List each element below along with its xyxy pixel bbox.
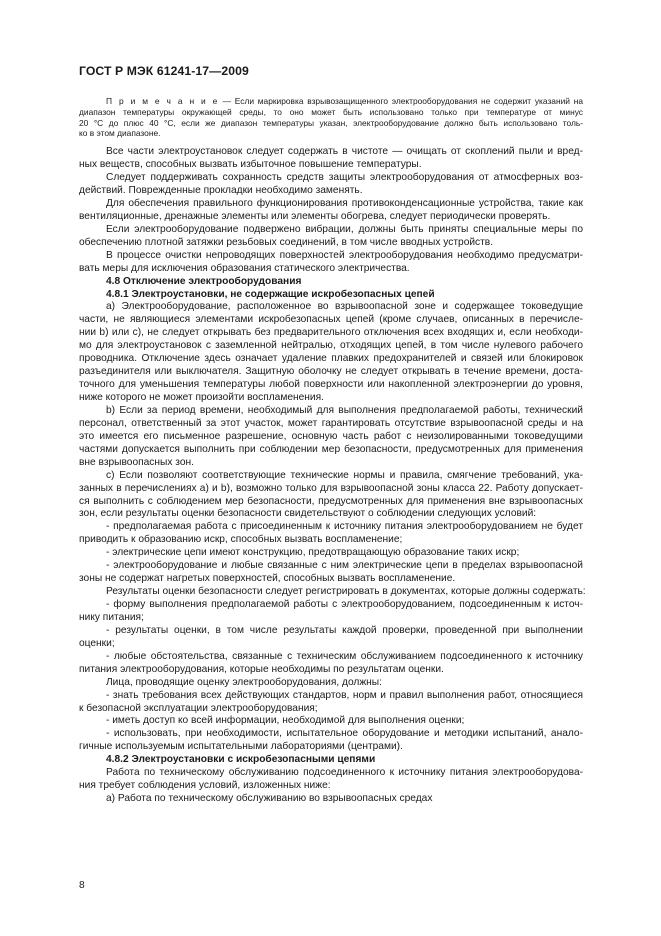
text-line: Работа по техническому обслуживанию подсоединенного к источнику питания электрооборудова- bbox=[106, 767, 583, 779]
note-text: 20 °С до плюс 40 °С, если же диапазон температуры указан, электрооборудование должно быть использовано толь- bbox=[79, 117, 583, 128]
text-line: - электрооборудование и любые связанные с ним электрические цепи в пределах взрывоопасной bbox=[106, 560, 583, 572]
paragraph bbox=[79, 405, 583, 470]
text-line: ниже которого не может произойти воспламенения. bbox=[79, 392, 324, 403]
section-heading bbox=[79, 289, 583, 302]
note-line bbox=[79, 118, 583, 129]
text-line: зоны не содержат нагретых поверхностей, способных вызвать воспламенение. bbox=[79, 573, 456, 585]
paragraph bbox=[79, 172, 583, 198]
text-line: ных веществ, способных вызвать избыточное повышение температуры. bbox=[79, 159, 422, 171]
text-line: b) Если за период времени, необходимый для выполнения предполагаемой работы, технический bbox=[106, 404, 583, 416]
text-line: персонал, ответственный за этот участок, может гарантировать отсутствие взрывоопасной среды и на bbox=[79, 417, 583, 429]
section-heading bbox=[79, 754, 583, 767]
paragraph bbox=[79, 715, 583, 728]
note-line bbox=[79, 107, 583, 118]
text-line: ся выполнить с соблюдением мер безопасности, предусмотренных для применения вне взрывоопасных bbox=[79, 495, 583, 507]
paragraph bbox=[79, 146, 583, 172]
text-line: - знать требования всех действующих стандартов, норм и правил выполнения работ, относящиеся bbox=[106, 689, 583, 701]
text-line: питания электрооборудования, которые необходимы по результатам оценки. bbox=[79, 663, 444, 675]
text-line: 4.8.2 Электроустановки с искробезопасными цепями bbox=[106, 754, 376, 766]
document-body bbox=[79, 96, 586, 806]
text-line: занных в перечислениях а) и b), возможно только для взрывоопасной зоны класса 22. Работу допускает- bbox=[79, 482, 583, 494]
page-number: 8 bbox=[79, 880, 85, 891]
text-line: оценки; bbox=[79, 637, 115, 649]
paragraph bbox=[79, 651, 583, 677]
text-line: частями допускается выполнить при соблюдении мер безопасности, предусмотренных для применения bbox=[79, 443, 583, 455]
paragraph bbox=[79, 470, 583, 522]
note-label: П р и м е ч а н и е bbox=[106, 96, 219, 106]
text-line: - электрические цепи имеют конструкцию, предотвращающую образование таких искр; bbox=[106, 547, 520, 559]
paragraph bbox=[79, 728, 583, 754]
text-line: к безопасной эксплуатации электрооборудования; bbox=[79, 702, 318, 714]
paragraph bbox=[79, 586, 586, 599]
paragraph bbox=[79, 625, 583, 651]
text-line: вне взрывоопасных зон. bbox=[79, 456, 194, 468]
text-line: части, не являющиеся элементами искробезопасных цепей (кроме случаев, описанных в перечисле- bbox=[79, 314, 583, 326]
paragraph-list bbox=[79, 146, 586, 806]
text-line: - предполагаемая работа с присоединенным к источнику питания электрооборудованием не будет bbox=[106, 521, 583, 533]
text-line: зон, если результаты оценки безопасности свидетельствуют о соблюдении следующих условий: bbox=[79, 508, 537, 520]
text-line: ния требует соблюдения условий, изложенных ниже: bbox=[79, 780, 331, 792]
paragraph bbox=[79, 690, 583, 716]
text-line: мо для электроустановок с заземленной нейтралью, отходящих цепей, в том числе нулевого рабочего bbox=[79, 340, 583, 352]
paragraph bbox=[79, 560, 583, 586]
text-line: Результаты оценки безопасности следует регистрировать в документах, которые должны содержать: bbox=[106, 586, 586, 598]
text-line: обеспечению плотной затяжки резьбовых соединений, в том числе вводных устройств. bbox=[79, 236, 494, 248]
paragraph bbox=[79, 224, 583, 250]
text-line: нии b) или с), не следует открывать без предварительного отключения всех входящих и, если необходи- bbox=[79, 327, 583, 339]
standard-header: ГОСТ Р МЭК 61241-17—2009 bbox=[79, 64, 249, 78]
text-line: это имеется его письменное разрешение, основную часть работ с неизолированными токоведущими bbox=[79, 430, 583, 442]
note-text: ко в этом диапазоне. bbox=[79, 128, 161, 139]
note-block bbox=[79, 96, 583, 139]
paragraph bbox=[79, 301, 583, 405]
section-heading bbox=[79, 276, 583, 289]
text-line: - любые обстоятельства, связанные с техническим обслуживанием подсоединенного к источнику bbox=[106, 650, 583, 662]
text-line: проводника. Отключение здесь означает удаление плавких предохранителей и связей или блокировок bbox=[79, 353, 583, 365]
text-line: а) Работа по техническому обслуживанию во взрывоопасных средах bbox=[106, 793, 433, 805]
paragraph bbox=[79, 198, 583, 224]
text-line: разъединителя или выключателя. Защитную оболочку не следует открывать в течение времени, доста- bbox=[79, 366, 583, 378]
text-line: действий. Поврежденные прокладки необходимо заменять. bbox=[79, 185, 363, 196]
note-text: диапазон температуры окружающей среды, то оно может быть использовано только при температуре от минус bbox=[79, 106, 583, 117]
text-line: 4.8 Отключение электрооборудования bbox=[106, 275, 302, 287]
note-line bbox=[79, 128, 583, 139]
text-line: Для обеспечения правильного функционирования противоконденсационные устройства, такие как bbox=[106, 197, 583, 209]
text-line: с) Если позволяют соответствующие технические нормы и правила, смягчение требований, ука- bbox=[106, 469, 583, 481]
text-line: вать меры для исключения образования статического электричества. bbox=[79, 262, 410, 274]
text-line: Все части электроустановок следует содержать в чистоте — очищать от скоплений пыли и вред- bbox=[106, 146, 583, 158]
text-line: - использовать, при необходимости, испытательное оборудование и методики испытаний, анало- bbox=[106, 728, 583, 740]
text-line: - иметь доступ ко всей информации, необходимой для выполнения оценки; bbox=[106, 715, 465, 727]
paragraph bbox=[79, 767, 583, 793]
text-line: - результаты оценки, в том числе результаты каждой проверки, проведенной при выполнении bbox=[106, 624, 583, 636]
paragraph bbox=[79, 547, 583, 560]
text-line: - форму выполнения предполагаемой работы с электрооборудованием, подсоединенным к источ- bbox=[106, 599, 583, 610]
text-line: точного для уменьшения температуры любой поверхности или накопленной электроэнергии до уровня, bbox=[79, 379, 583, 391]
paragraph bbox=[79, 793, 583, 806]
paragraph bbox=[79, 521, 583, 547]
text-line: а) Электрооборудование, расположенное во взрывоопасной зоне и содержащее токоведущие bbox=[106, 301, 583, 313]
note-line bbox=[79, 96, 583, 107]
paragraph bbox=[79, 250, 583, 276]
text-line: Лица, проводящие оценку электрооборудования, должны: bbox=[106, 676, 382, 688]
text-line: приводить к образованию искр, способных вызвать воспламенение; bbox=[79, 534, 403, 546]
text-line: Следует поддерживать сохранность средств защиты электрооборудования от атмосферных воз- bbox=[106, 172, 583, 184]
text-line: 4.8.1 Электроустановки, не содержащие искробезопасных цепей bbox=[106, 288, 435, 300]
text-line: нику питания; bbox=[79, 611, 144, 623]
paragraph bbox=[79, 677, 583, 690]
paragraph bbox=[79, 599, 583, 625]
note-text: — Если маркировка взрывозащищенного электрооборудования не содержит указаний на bbox=[218, 96, 583, 106]
text-line: гичные используемым испытательными лабораториями (центрами). bbox=[79, 741, 403, 753]
text-line: В процессе очистки непроводящих поверхностей электрооборудования необходимо предусматри- bbox=[106, 249, 583, 261]
text-line: Если электрооборудование подвержено вибрации, должны быть приняты специальные меры по bbox=[106, 223, 583, 235]
text-line: вентиляционные, дренажные элементы или элементы обогрева, следует периодически проверять. bbox=[79, 210, 551, 222]
